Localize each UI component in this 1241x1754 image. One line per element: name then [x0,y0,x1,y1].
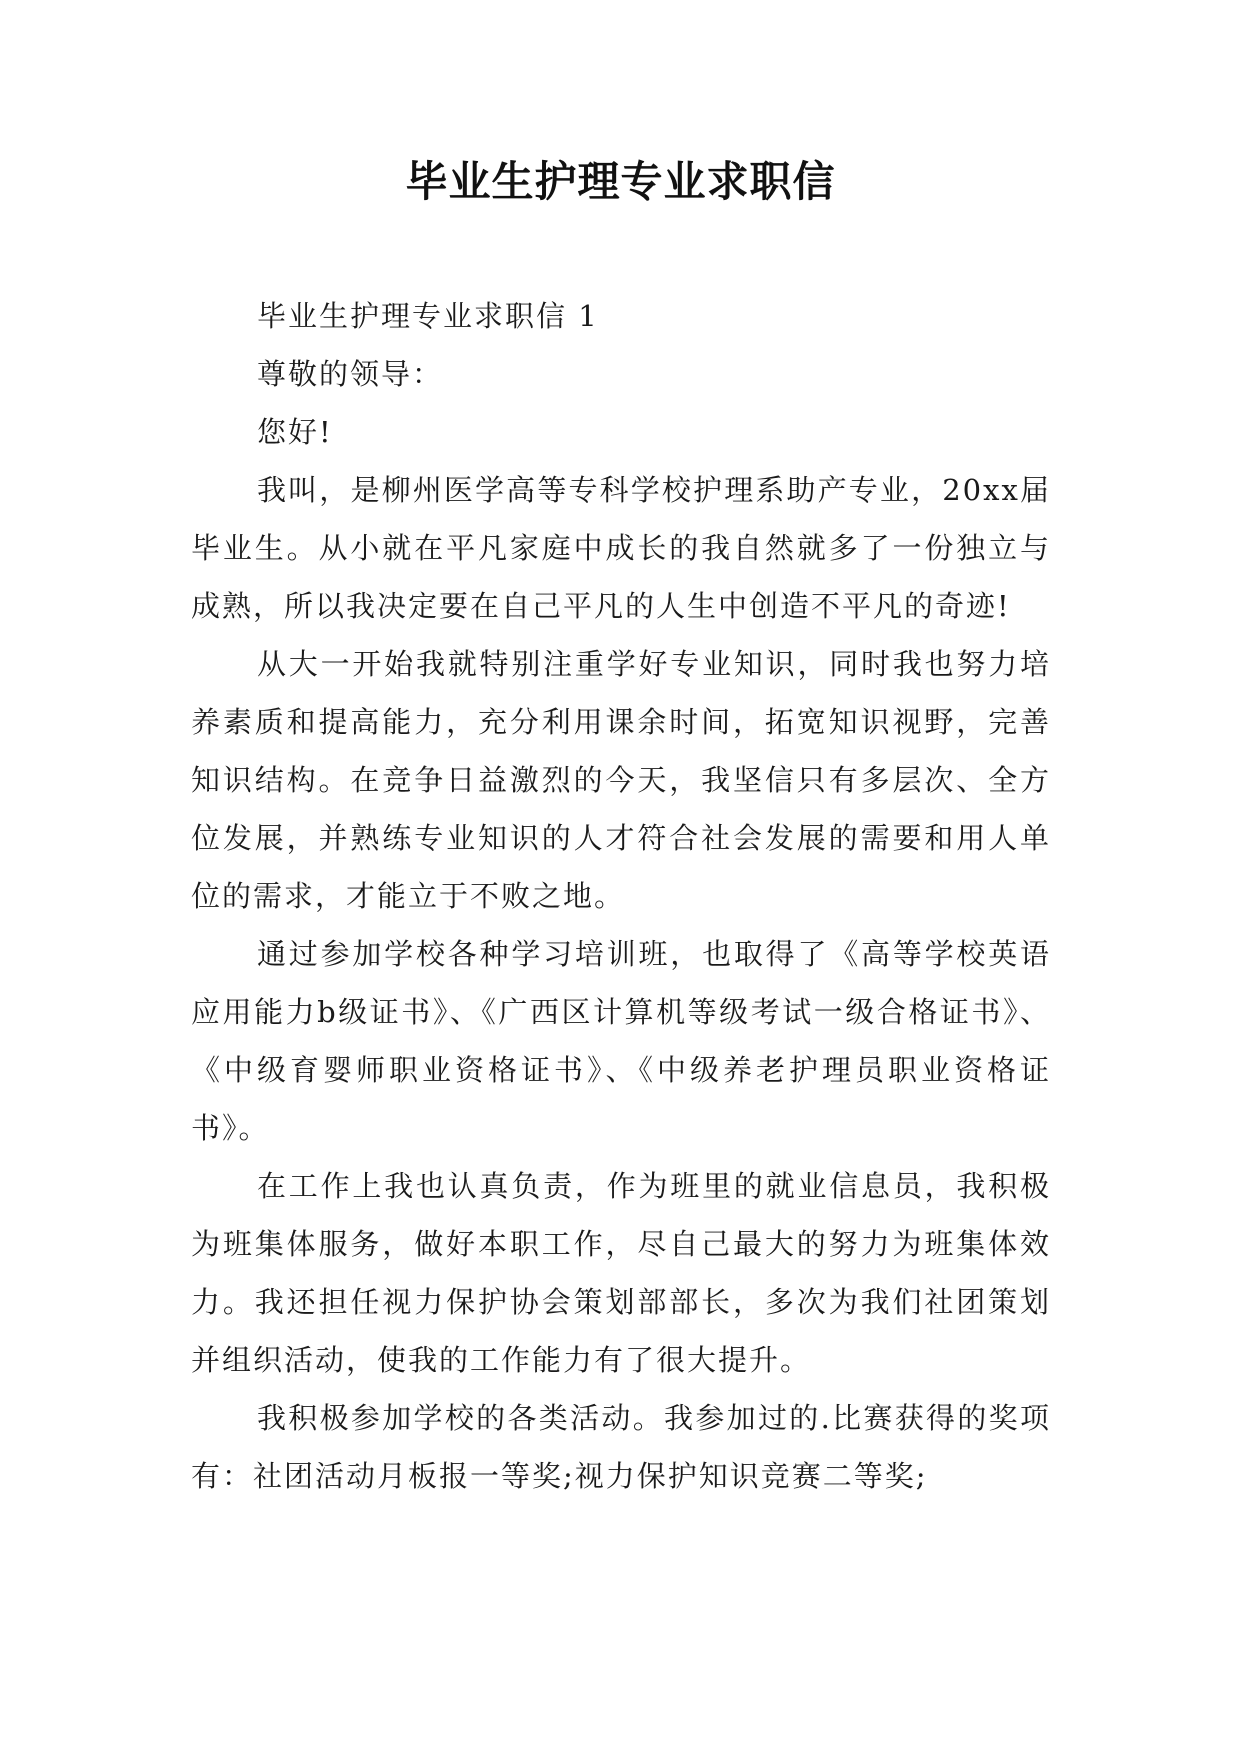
body-paragraph: 我积极参加学校的各类活动。我参加过的.比赛获得的奖项有：社团活动月板报一等奖;视力保护知识竞赛二等奖; [191,1401,1051,1493]
document-title: 毕业生护理专业求职信 [405,157,836,206]
salutation: 尊敬的领导： [257,357,444,391]
body-paragraph: 在工作上我也认真负责，作为班里的就业信息员，我积极为班集体服务，做好本职工作，尽自己最大的努力为班集体效力。我还担任视力保护协会策划部部长，多次为我们社团策划并组织活动，使我的工作能力有了很大提升。 [191,1169,1051,1377]
document-body [191,287,1051,1505]
body-paragraph: 我叫，是柳州医学高等专科学校护理系助产专业，20xx届毕业生。从小就在平凡家庭中成长的我自然就多了一份独立与成熟，所以我决定要在自己平凡的人生中创造不平凡的奇迹! [191,473,1051,623]
subtitle-paragraph: 毕业生护理专业求职信 1 [257,299,599,333]
body-paragraph: 通过参加学校各种学习培训班，也取得了《高等学校英语应用能力b级证书》、《广西区计算机等级考试一级合格证书》、《中级育婴师职业资格证书》、《中级养老护理员职业资格证书》。 [191,937,1051,1145]
body-paragraph: 从大一开始我就特别注重学好专业知识，同时我也努力培养素质和提高能力，充分利用课余时间，拓宽知识视野，完善知识结构。在竞争日益激烈的今天，我坚信只有多层次、全方位发展，并熟练专业知识的人才符合社会发展的需要和用人单位的需求，才能立于不败之地。 [191,647,1051,913]
greeting: 您好! [257,415,333,449]
